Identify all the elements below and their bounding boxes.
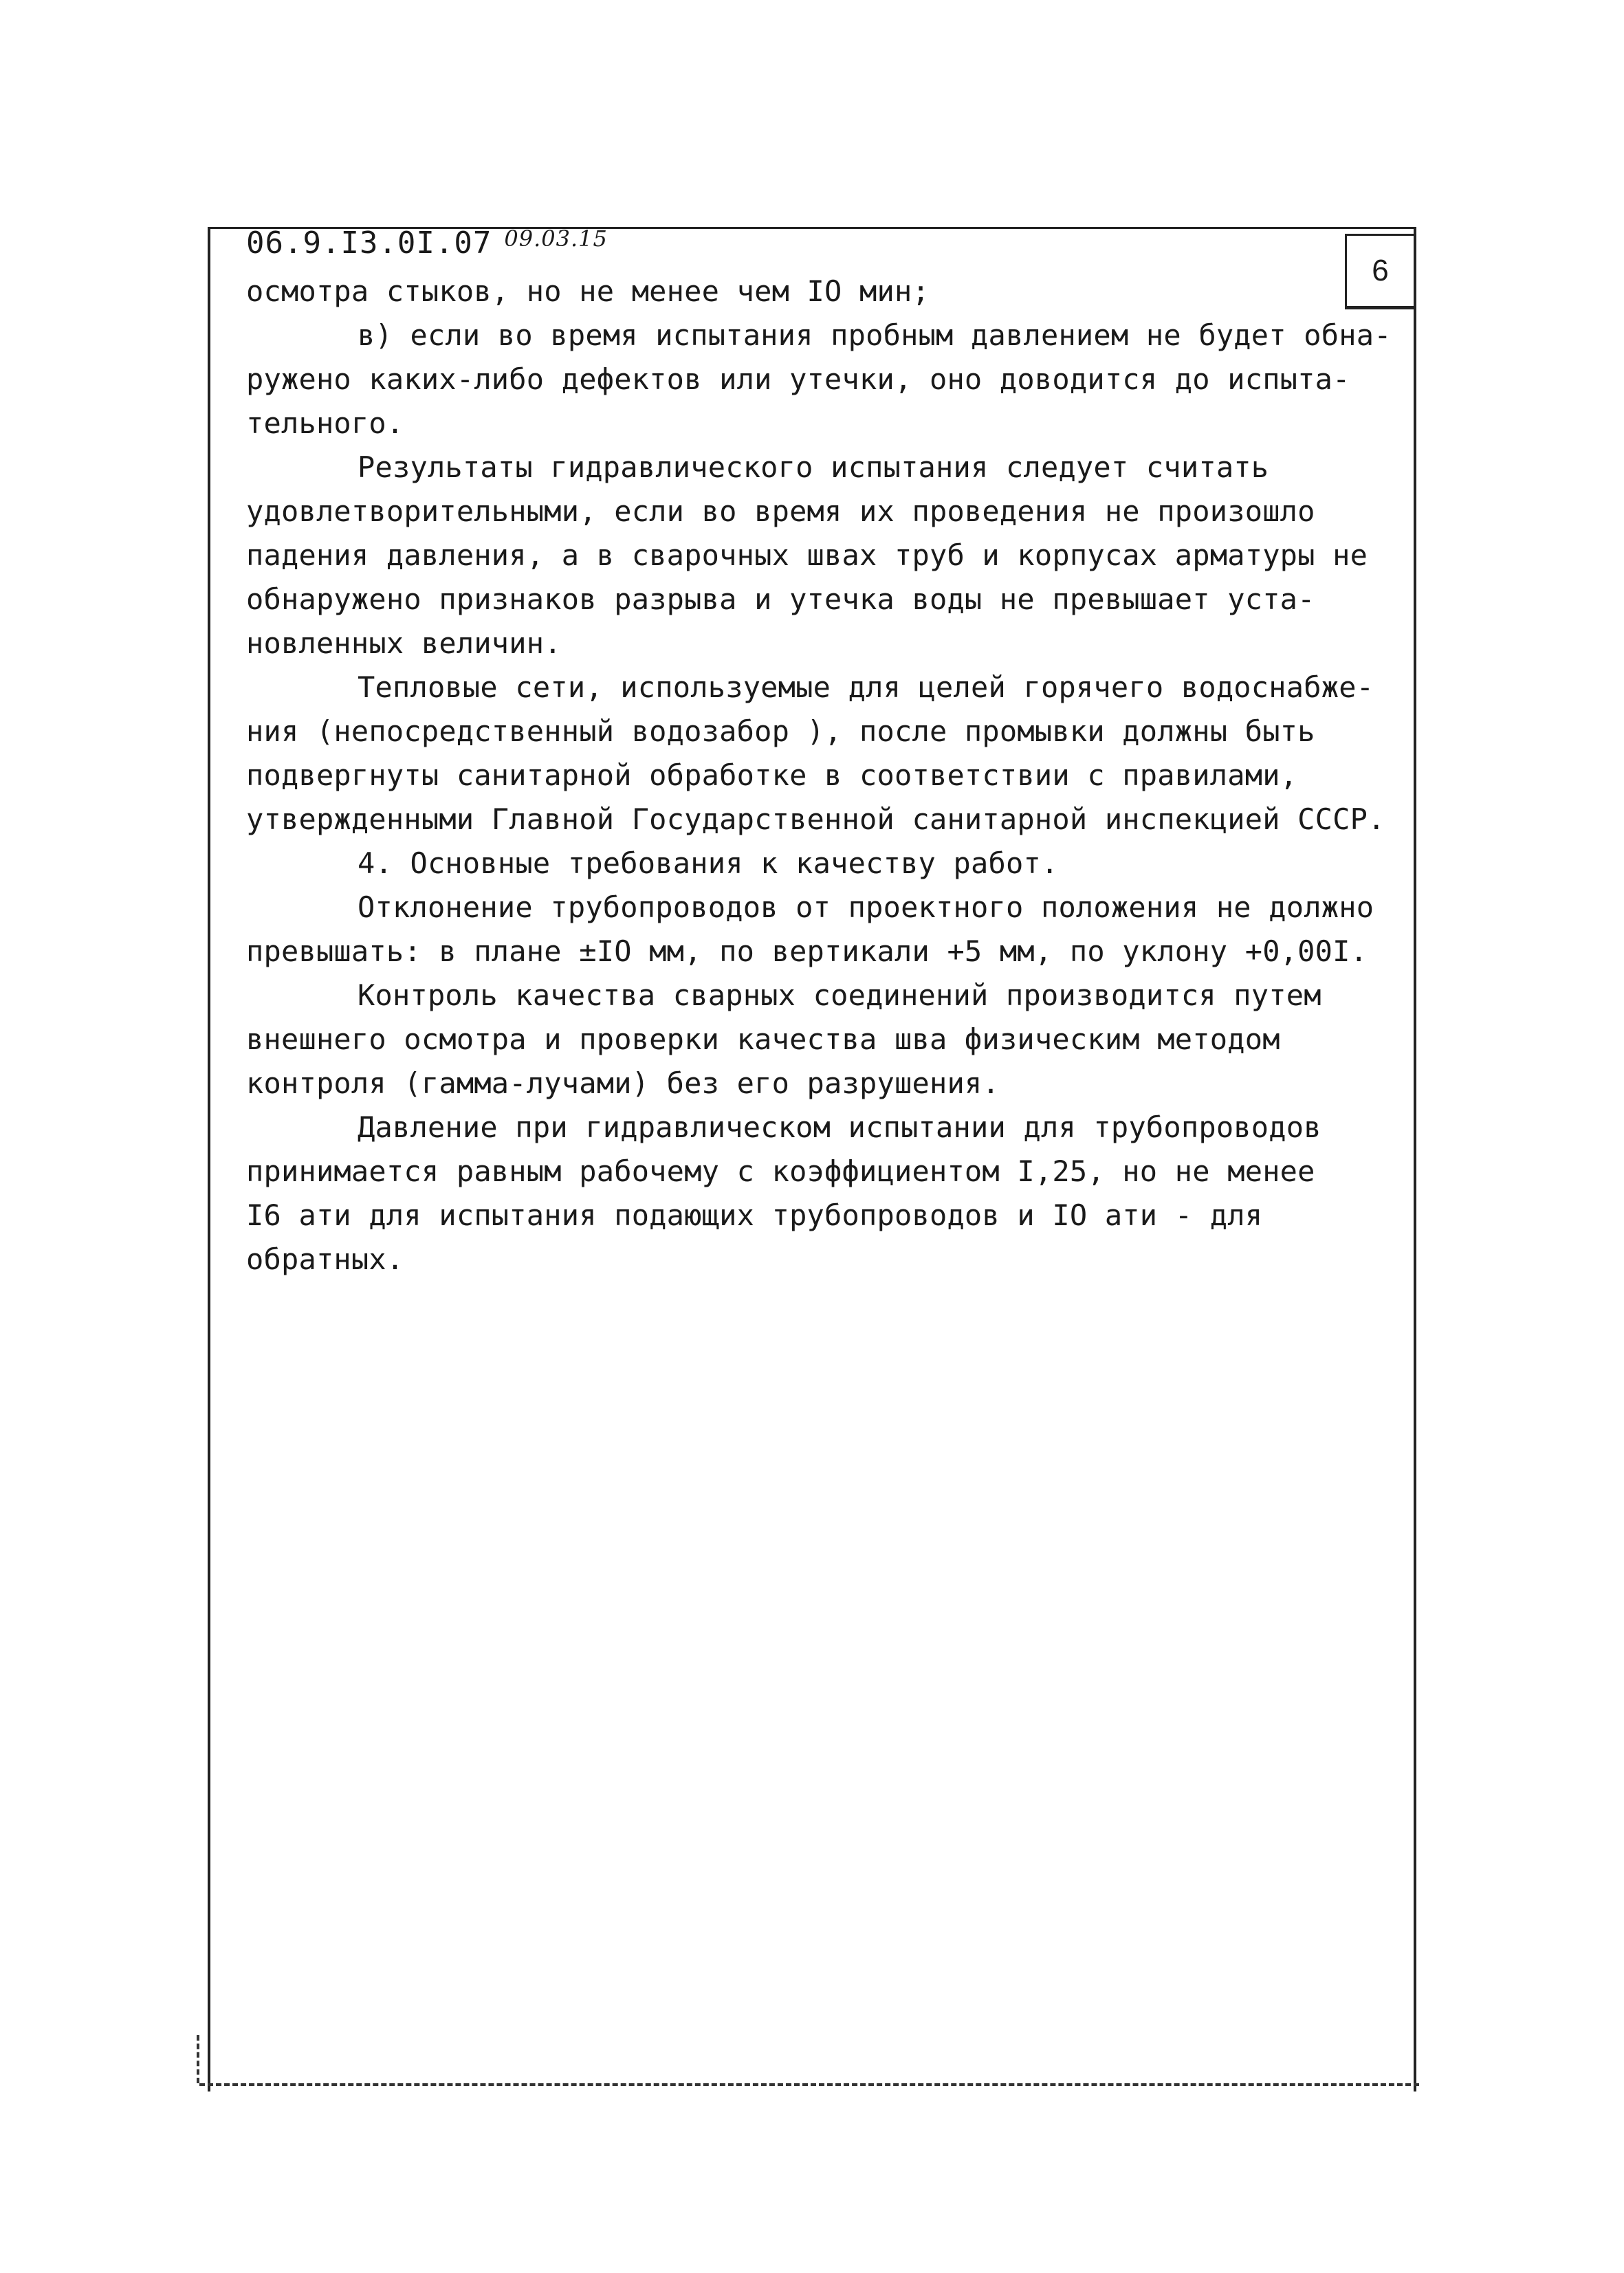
document-code: 06.9.I3.0I.07 (246, 226, 492, 261)
text-line: Давление при гидравлическом испытании для трубопроводов (358, 1110, 1321, 1144)
text-line: внешнего осмотра и проверки качества шва физическим методом (246, 1022, 1280, 1056)
text-line: тельного. (246, 406, 404, 440)
text-line: осмотра стыков, но не менее чем IO мин; (246, 274, 930, 308)
text-line: падения давления, а в сварочных швах труб и корпусах арматуры не (246, 538, 1368, 572)
frame-left-tick (197, 2035, 202, 2083)
text-line: Тепловые сети, используемые для целей горячего водоснабже- (358, 670, 1374, 704)
text-line: Результаты гидравлического испытания следует считать (358, 450, 1269, 484)
text-line: I6 ати для испытания подающих трубопроводов и IO ати - для (246, 1198, 1263, 1232)
document-body (246, 270, 1415, 1282)
page-number: 6 (1372, 254, 1389, 287)
frame-bottom-border (199, 2083, 1419, 2086)
text-line: новленных величин. (246, 626, 562, 660)
text-line: обнаружено признаков разрыва и утечка воды не превышает уста- (246, 582, 1315, 616)
text-line: ния (непосредственный водозабор ), после промывки должны быть (246, 714, 1315, 748)
text-line: 4. Основные требования к качеству работ. (358, 846, 1059, 880)
text-line: подвергнуты санитарной обработке в соответствии с правилами, (246, 758, 1298, 792)
document-date: 09.03.15 (504, 226, 608, 252)
text-line: в) если во время испытания пробным давлением не будет обна- (358, 318, 1392, 352)
text-line: удовлетворительными, если во время их проведения не произошло (246, 494, 1315, 528)
text-line: превышать: в плане ±IO мм, по вертикали +5 мм, по уклону +0,00I. (246, 934, 1368, 968)
text-line: ружено каких-либо дефектов или утечки, оно доводится до испыта- (246, 362, 1350, 396)
text-line: Отклонение трубопроводов от проектного положения не должно (358, 890, 1374, 924)
text-line: утвержденными Главной Государственной санитарной инспекцией СССР. (246, 802, 1385, 836)
document-header (246, 226, 608, 261)
text-line: обратных. (246, 1242, 404, 1276)
text-line: контроля (гамма-лучами) без его разрушения. (246, 1066, 1000, 1100)
text-line: принимается равным рабочему с коэффициентом I,25, но не менее (246, 1154, 1315, 1188)
text-line: Контроль качества сварных соединений производится путем (358, 978, 1321, 1012)
